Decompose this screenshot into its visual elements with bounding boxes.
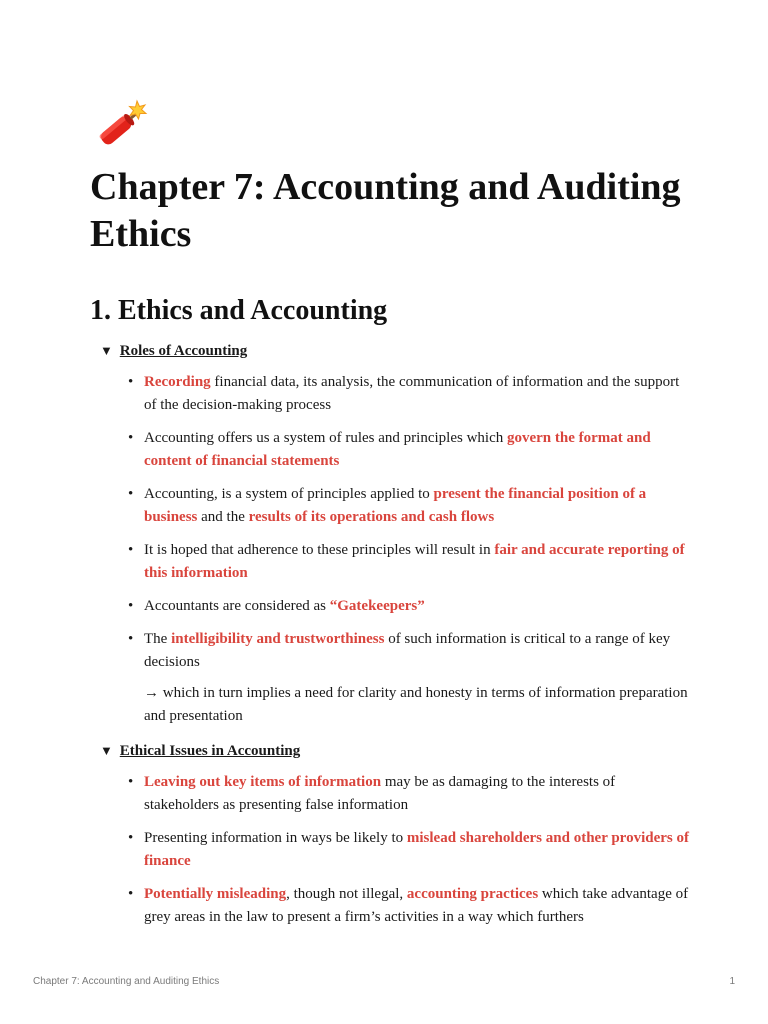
list-item: • Accountants are considered as “Gatekeepers” bbox=[128, 598, 425, 614]
toggle-roles-of-accounting[interactable] bbox=[100, 341, 690, 361]
list-item: • The intelligibility and trustworthiness of such information is critical to a range of key decisions bbox=[128, 631, 671, 670]
roles-list bbox=[90, 371, 690, 674]
toggle-triangle-icon[interactable]: ▼ bbox=[100, 343, 113, 358]
chapter-title: Chapter 7: Accounting and Auditing Ethics bbox=[90, 166, 681, 255]
page-footer bbox=[33, 976, 735, 987]
page-content bbox=[90, 98, 690, 929]
issues-list bbox=[90, 771, 690, 929]
list-item: • Recording financial data, its analysis, the communication of information and the support of the decision-making process bbox=[128, 374, 680, 413]
toggle-triangle-icon[interactable]: ▼ bbox=[100, 743, 113, 758]
list-item: • Accounting offers us a system of rules and principles which govern the format and content of financial statements bbox=[128, 430, 651, 469]
footer-title: Chapter 7: Accounting and Auditing Ethics bbox=[33, 976, 220, 987]
toggle-title: Roles of Accounting bbox=[119, 343, 248, 359]
section-heading: 1. Ethics and Accounting bbox=[90, 295, 388, 326]
list-item: • Potentially misleading, though not illegal, accounting practices which take advantage of grey areas in the law to present a firm’s activities in a way which furthers bbox=[128, 886, 689, 925]
list-item: • Leaving out key items of information may be as damaging to the interests of stakeholders as presenting false information bbox=[128, 774, 616, 813]
list-item: • It is hoped that adherence to these principles will result in fair and accurate reporting of this information bbox=[128, 542, 685, 581]
list-item: • Presenting information in ways be likely to mislead shareholders and other providers of finance bbox=[128, 830, 689, 869]
toggle-ethical-issues[interactable] bbox=[100, 741, 690, 761]
page-number: 1 bbox=[729, 976, 735, 987]
list-item: • Accounting, is a system of principles applied to present the financial position of a business and the results of its operations and cash flows bbox=[128, 486, 647, 525]
firecracker-icon bbox=[90, 98, 148, 156]
note-text: → which in turn implies a need for clarity and honesty in terms of information preparation and presentation bbox=[144, 685, 688, 724]
toggle-title: Ethical Issues in Accounting bbox=[119, 743, 301, 759]
